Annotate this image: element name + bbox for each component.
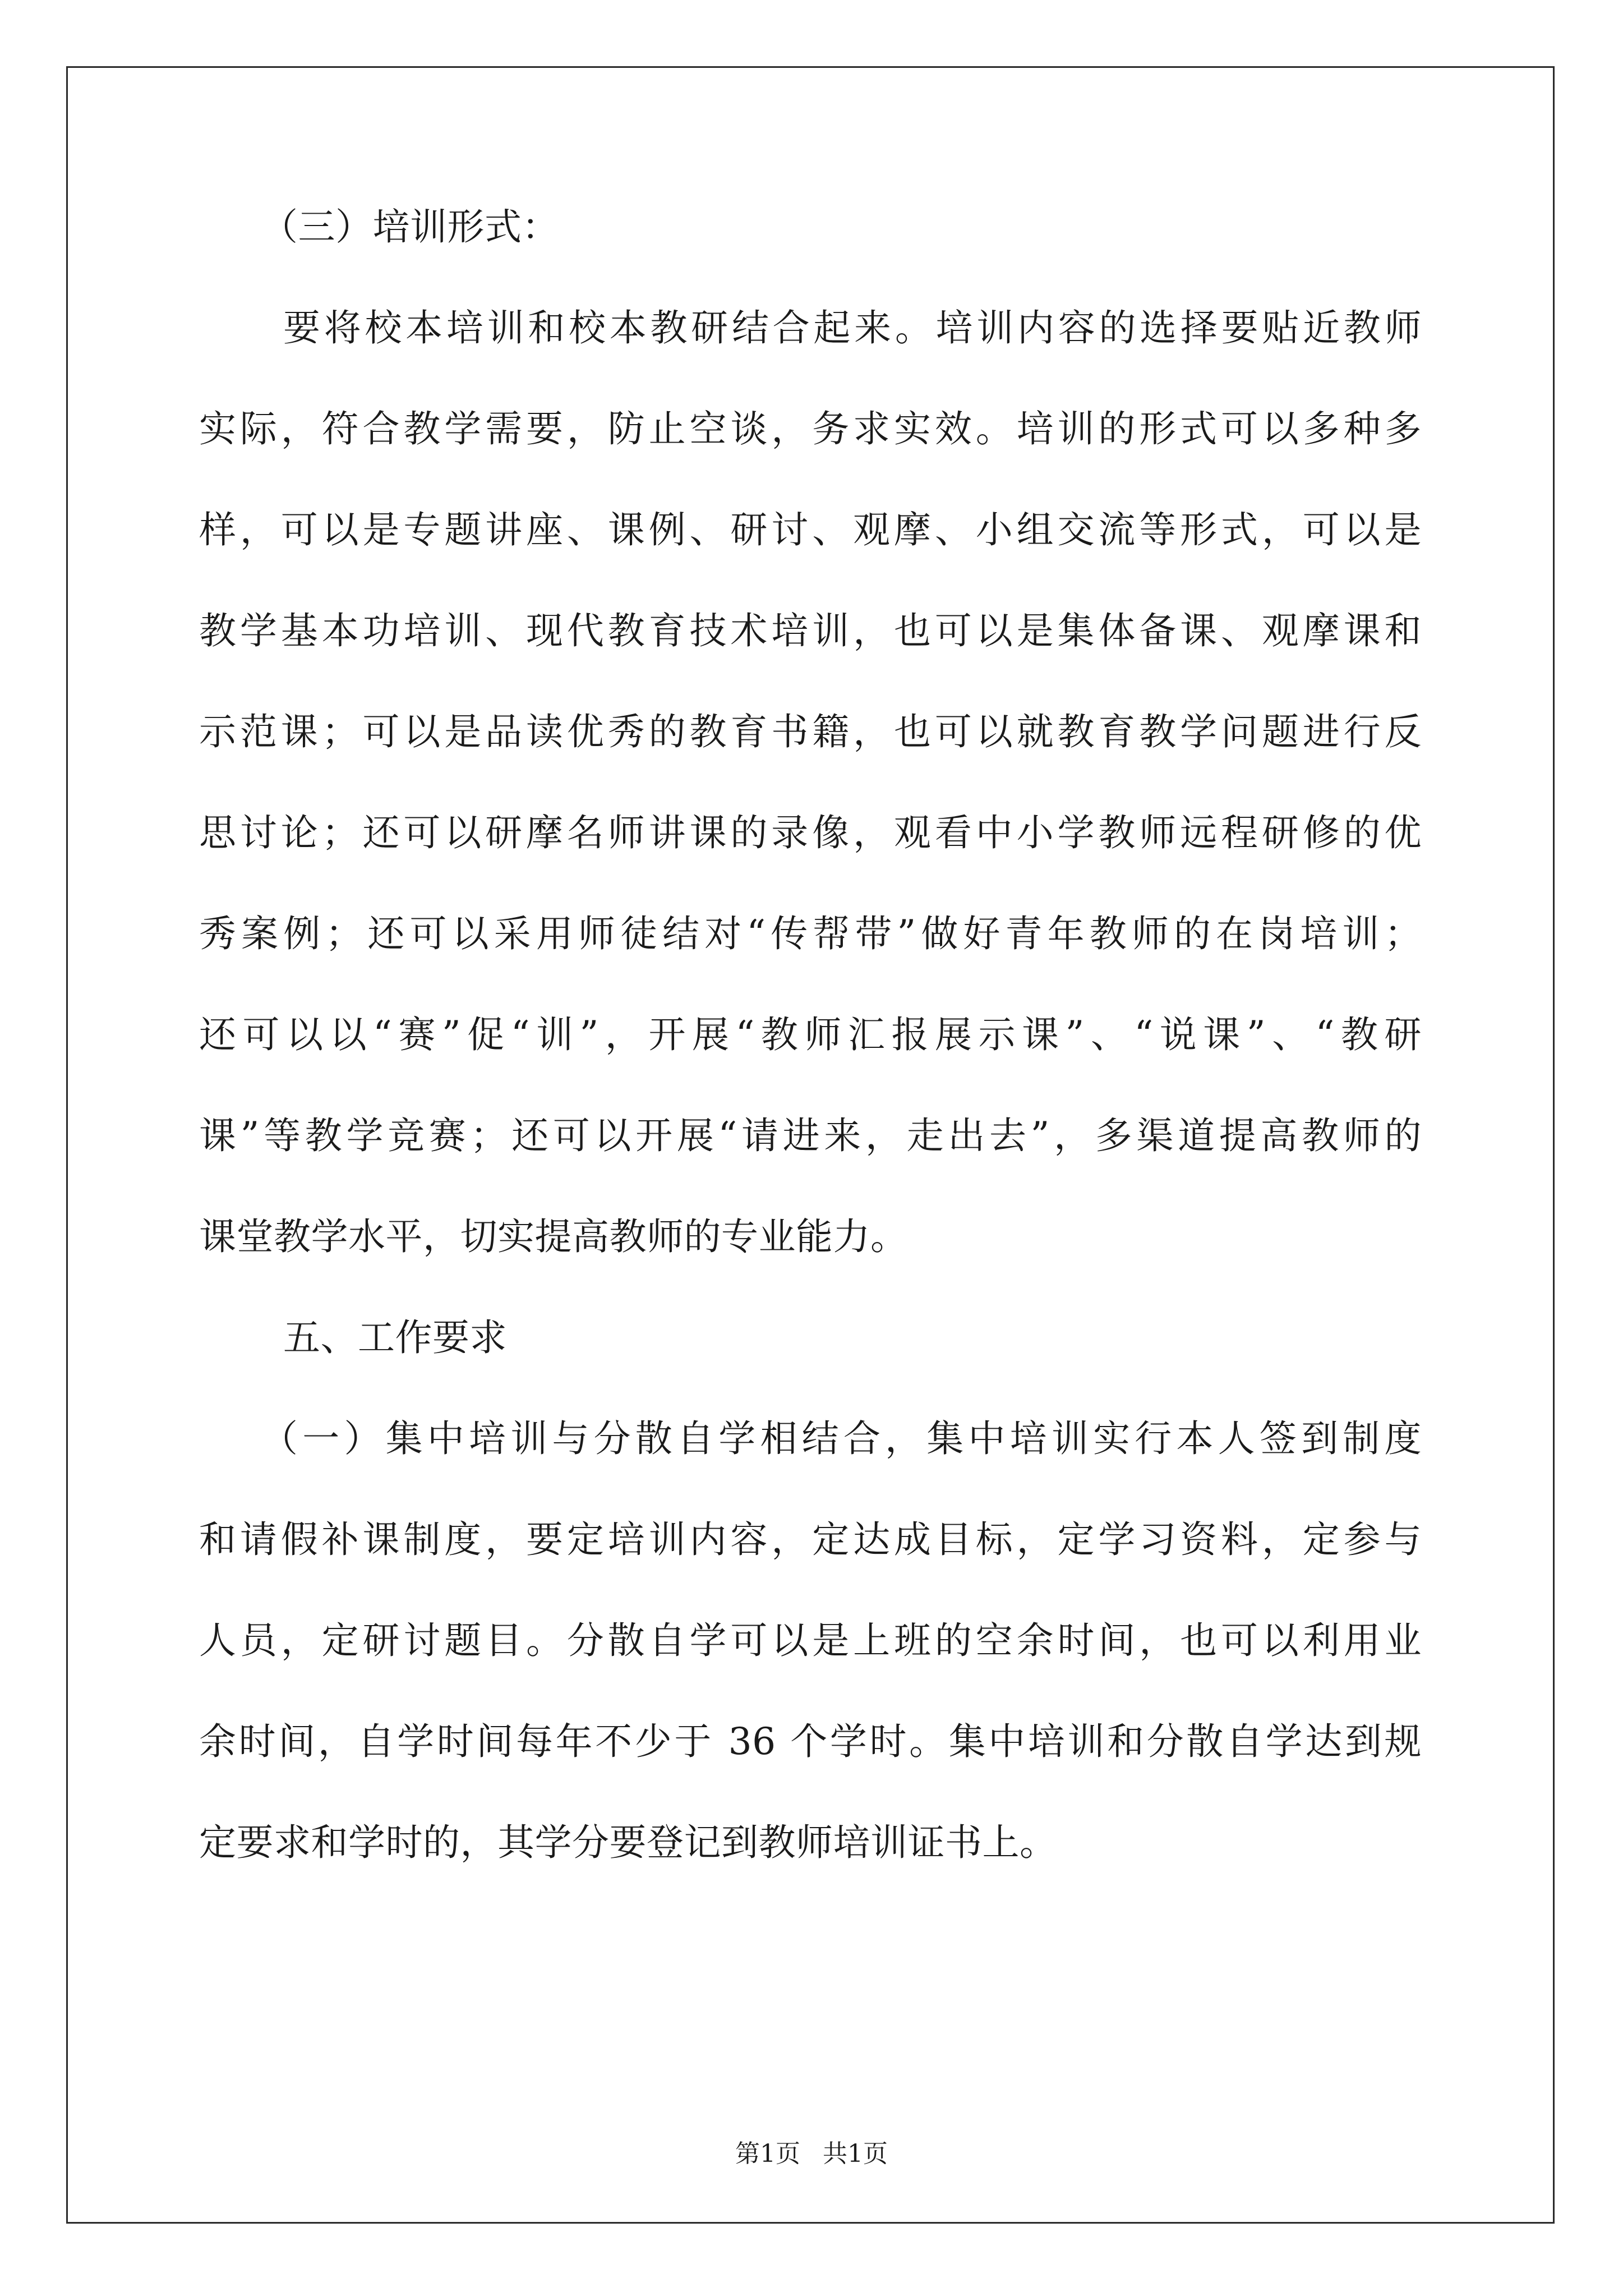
page-total: 共1页: [823, 2139, 888, 2168]
section-heading-work-requirements: 五、工作要求: [283, 1316, 507, 1359]
paragraph-line: 示范课；可以是品读优秀的教育书籍，也可以就教育教学问题进行反: [199, 710, 1422, 753]
paragraph-line: 实际，符合教学需要，防止空谈，务求实效。培训的形式可以多种多: [199, 407, 1422, 450]
paragraph-line: 课”等教学竞赛；还可以开展“请进来，走出去”，多渠道提高教师的: [199, 1114, 1422, 1157]
paragraph-line: 课堂教学水平，切实提高教师的专业能力。: [199, 1215, 908, 1258]
section-heading-training-form: （三）培训形式：: [261, 205, 559, 249]
paragraph-line: 还可以以“赛”促“训”，开展“教师汇报展示课”、“说课”、“教研: [199, 1013, 1422, 1056]
paragraph-line: 要将校本培训和校本教研结合起来。培训内容的选择要贴近教师: [283, 306, 1422, 349]
paragraph-line: 教学基本功培训、现代教育技术培训，也可以是集体备课、观摩课和: [199, 609, 1422, 652]
paragraph-line: （一）集中培训与分散自学相结合，集中培训实行本人签到制度: [261, 1417, 1422, 1460]
paragraph-line: 人员，定研讨题目。分散自学可以是上班的空余时间，也可以利用业: [199, 1619, 1422, 1662]
paragraph-line: 定要求和学时的，其学分要登记到教师培训证书上。: [199, 1821, 1057, 1864]
page-number: 第1页: [735, 2139, 800, 2168]
paragraph-line: 样，可以是专题讲座、课例、研讨、观摩、小组交流等形式，可以是: [199, 508, 1422, 551]
page-footer: [0, 2137, 1623, 2171]
paragraph-line: 秀案例；还可以采用师徒结对“传帮带”做好青年教师的在岗培训；: [199, 912, 1422, 955]
paragraph-line: 思讨论；还可以研摩名师讲课的录像，观看中小学教师远程研修的优: [199, 811, 1422, 854]
paragraph-line: 和请假补课制度，要定培训内容，定达成目标，定学习资料，定参与: [199, 1518, 1422, 1561]
paragraph-line: 余时间，自学时间每年不少于 36 个学时。集中培训和分散自学达到规: [199, 1720, 1422, 1763]
